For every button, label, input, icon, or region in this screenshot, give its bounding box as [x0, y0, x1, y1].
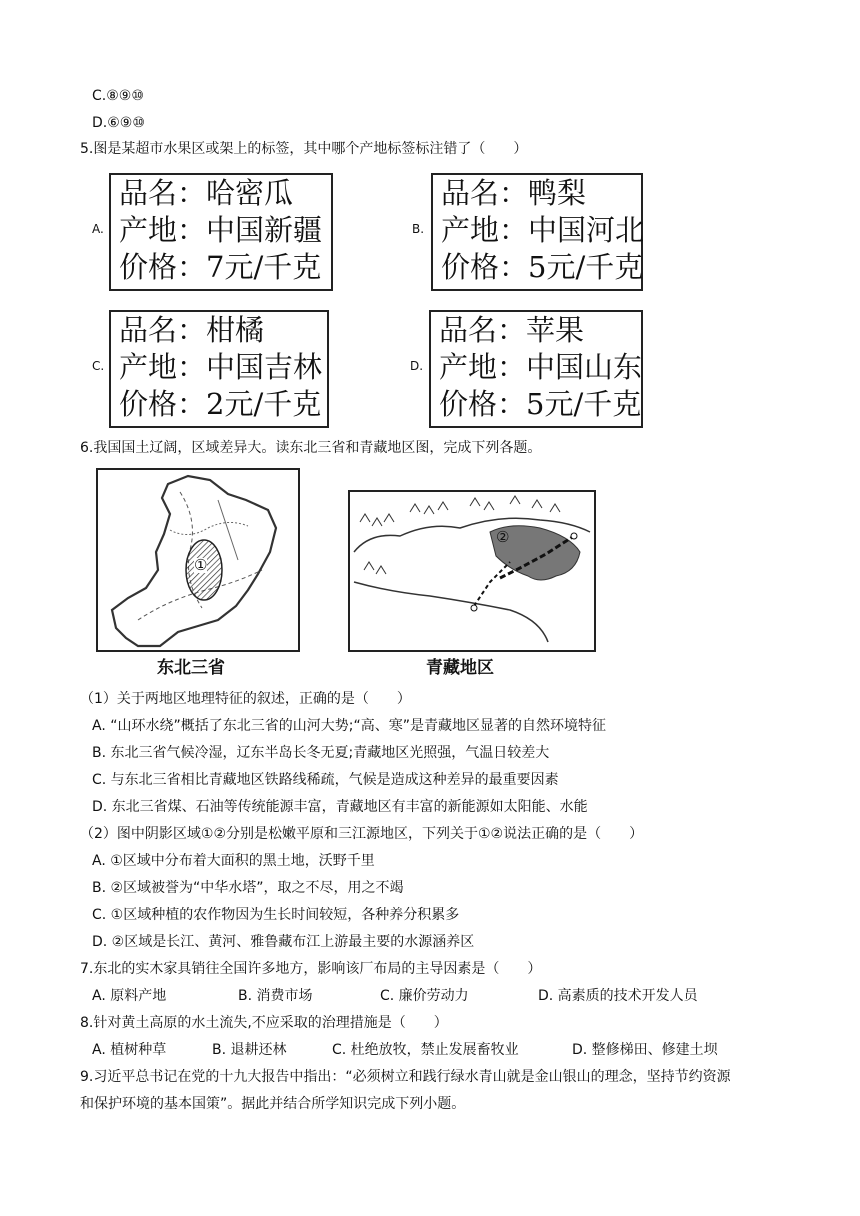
- tag-a[interactable]: [109, 173, 333, 291]
- tag-b-price: 价格：5元/千克: [441, 250, 644, 284]
- tag-c-name: 品名：柑橘: [119, 313, 265, 347]
- tag-c-price: 价格：2元/千克: [119, 387, 322, 421]
- question-6-1-option-b: B. 东北三省气候冷湿，辽东半岛长冬无夏;青藏地区光照强，气温日较差大: [92, 745, 550, 761]
- tag-c-origin: 产地：中国吉林: [119, 350, 323, 384]
- tag-c-letter: C.: [92, 359, 105, 373]
- question-6: 6.我国国土辽阔，区域差异大。读东北三省和青藏地区图，完成下列各题。: [80, 440, 542, 456]
- question-6-1-option-c: C. 与东北三省相比青藏地区铁路线稀疏，气候是造成这种差异的最重要因素: [92, 772, 559, 788]
- qingzang-map-drawing: [350, 492, 594, 650]
- northeast-caption: 东北三省: [157, 658, 225, 678]
- question-7-option-d: D. 高素质的技术开发人员: [538, 988, 698, 1004]
- qingzang-marker: ②: [496, 528, 510, 546]
- question-7-option-a: A. 原料产地: [92, 988, 167, 1004]
- question-8-option-a: A. 植树种草: [92, 1042, 167, 1058]
- tag-a-letter: A.: [92, 222, 104, 236]
- question-8-option-d: D. 整修梯田、修建土坝: [572, 1042, 718, 1058]
- question-6-1-option-a: A. “山环水绕”概括了东北三省的山河大势;“高、寒”是青藏地区显著的自然环境特征: [92, 718, 606, 734]
- question-6-2-option-c: C. ①区域种植的农作物因为生长时间较短，各种养分积累多: [92, 907, 460, 923]
- question-8-option-b: B. 退耕还林: [212, 1042, 287, 1058]
- tag-a-name: 品名：哈密瓜: [119, 176, 294, 210]
- tag-b-name: 品名：鸭梨: [441, 176, 587, 210]
- question-6-2-option-d: D. ②区域是长江、黄河、雅鲁藏布江上游最主要的水源涵养区: [92, 934, 475, 950]
- tag-d-name: 品名：苹果: [439, 313, 585, 347]
- northeast-map: [96, 468, 300, 652]
- question-6-2-option-a: A. ①区域中分布着大面积的黑土地，沃野千里: [92, 853, 375, 869]
- question-6-1-option-d: D. 东北三省煤、石油等传统能源丰富，青藏地区有丰富的新能源如太阳能、水能: [92, 799, 588, 815]
- tag-b[interactable]: [431, 173, 643, 291]
- tag-d-origin: 产地：中国山东: [439, 350, 643, 384]
- question-7: 7.东北的实木家具销往全国许多地方，影响该厂布局的主导因素是（ ）: [80, 961, 542, 977]
- tag-b-origin: 产地：中国河北: [441, 213, 645, 247]
- tag-d-price: 价格：5元/千克: [439, 387, 642, 421]
- question-9-line-2: 和保护环境的基本国策”。据此并结合所学知识完成下列小题。: [80, 1096, 466, 1112]
- question-7-option-b: B. 消费市场: [238, 988, 313, 1004]
- tag-d-letter: D.: [410, 359, 424, 373]
- question-7-option-c: C. 廉价劳动力: [380, 988, 469, 1004]
- tag-c[interactable]: [109, 310, 329, 428]
- question-6-1: （1）关于两地区地理特征的叙述，正确的是（ ）: [80, 691, 411, 707]
- question-6-2-option-b: B. ②区域被誉为“中华水塔”，取之不尽，用之不竭: [92, 880, 404, 896]
- option-d-line: D.⑥⑨⑩: [92, 115, 145, 131]
- qingzang-map: [348, 490, 596, 652]
- question-9-line-1: 9.习近平总书记在党的十九大报告中指出：“必须树立和践行绿水青山就是金山银山的理念，坚持节约资源: [80, 1069, 731, 1085]
- tag-a-origin: 产地：中国新疆: [119, 213, 323, 247]
- northeast-marker: ①: [194, 556, 208, 574]
- question-8-option-c: C. 杜绝放牧，禁止发展畜牧业: [332, 1042, 519, 1058]
- question-8: 8.针对黄土高原的水土流失,不应采取的治理措施是（ ）: [80, 1015, 448, 1031]
- option-c-line: C.⑧⑨⑩: [92, 88, 144, 104]
- question-5: 5.图是某超市水果区或架上的标签，其中哪个产地标签标注错了（ ）: [80, 141, 528, 157]
- tag-a-price: 价格：7元/千克: [119, 250, 322, 284]
- tag-b-letter: B.: [412, 222, 425, 236]
- qingzang-caption: 青藏地区: [426, 658, 494, 678]
- question-6-2: （2）图中阴影区域①②分别是松嫩平原和三江源地区，下列关于①②说法正确的是（ ）: [80, 826, 644, 842]
- tag-d[interactable]: [429, 310, 643, 428]
